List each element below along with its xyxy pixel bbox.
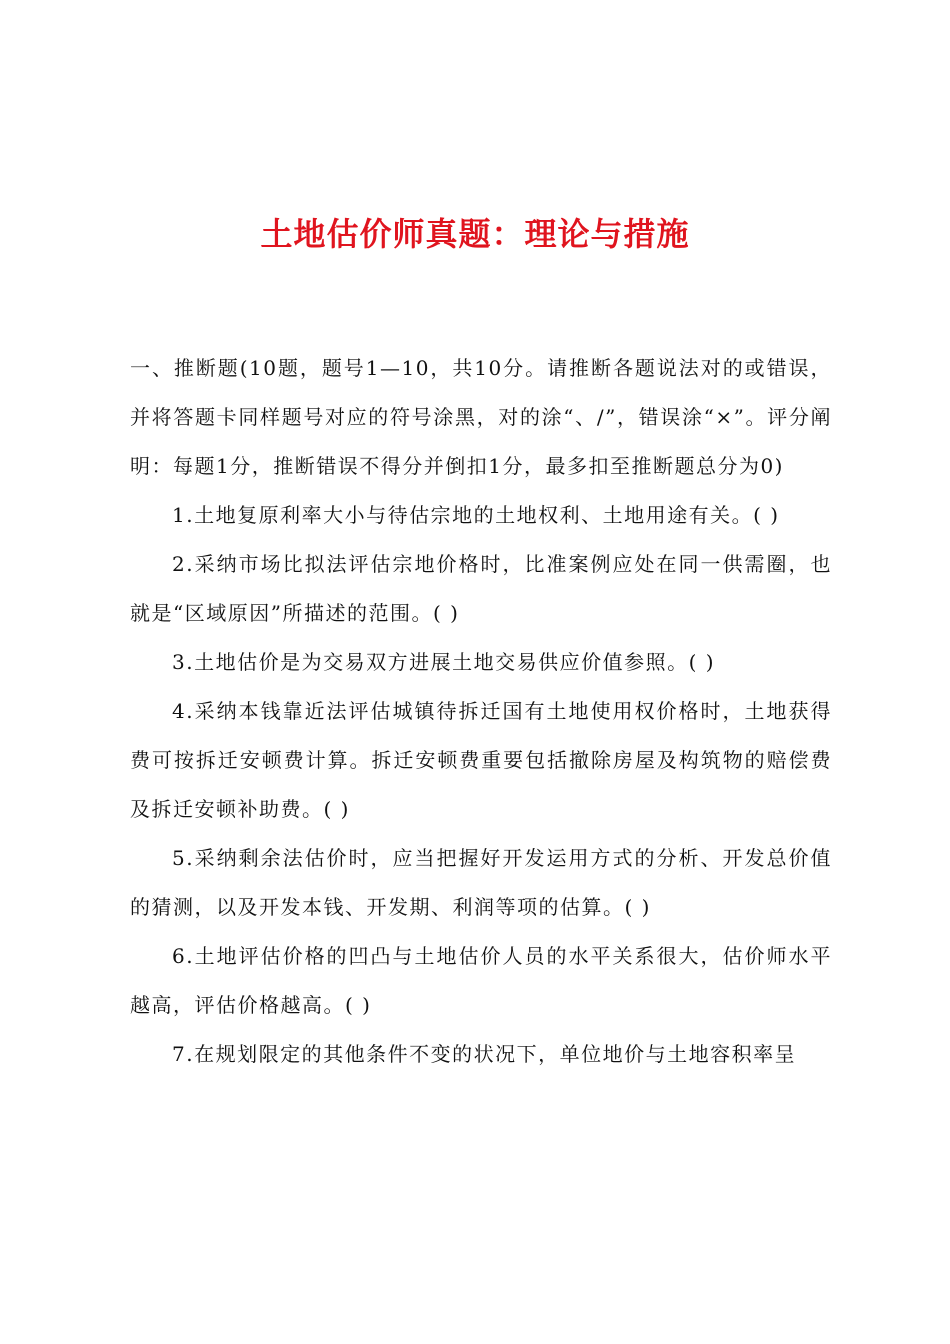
question-item: 1.土地复原利率大小与待估宗地的土地权利、土地用途有关。( ) [172,503,780,527]
document-title: 土地估价师真题：理论与措施 [260,215,690,253]
question-item: 2.采纳市场比拟法评估宗地价格时，比准案例应处在同一供需圈，也就是“区域原因”所描述的范围。( ) [130,552,832,625]
document-body [130,344,832,1079]
question-item: 5.采纳剩余法估价时，应当把握好开发运用方式的分析、开发总价值的猜测，以及开发本钱、开发期、利润等项的估算。( ) [130,846,832,919]
question-item: 7.在规划限定的其他条件不变的状况下，单位地价与土地容积率呈 [172,1042,797,1066]
question-item: 6.土地评估价格的凹凸与土地估价人员的水平关系很大，估价师水平越高，评估价格越高。( ) [130,944,832,1017]
question-item: 3.土地估价是为交易双方进展土地交易供应价值参照。( ) [172,650,716,674]
question-item: 4.采纳本钱靠近法评估城镇待拆迁国有土地使用权价格时，土地获得费可按拆迁安顿费计算。拆迁安顿费重要包括撤除房屋及构筑物的赔偿费及拆迁安顿补助费。( ) [130,699,832,821]
section-intro: 一、推断题(10题，题号1—10，共10分。请推断各题说法对的或错误，并将答题卡同样题号对应的符号涂黑，对的涂“、/”，错误涂“×”。评分阐明：每题1分，推断错误不得分并倒扣1分，最多扣至推断题总分为0) [130,356,832,478]
